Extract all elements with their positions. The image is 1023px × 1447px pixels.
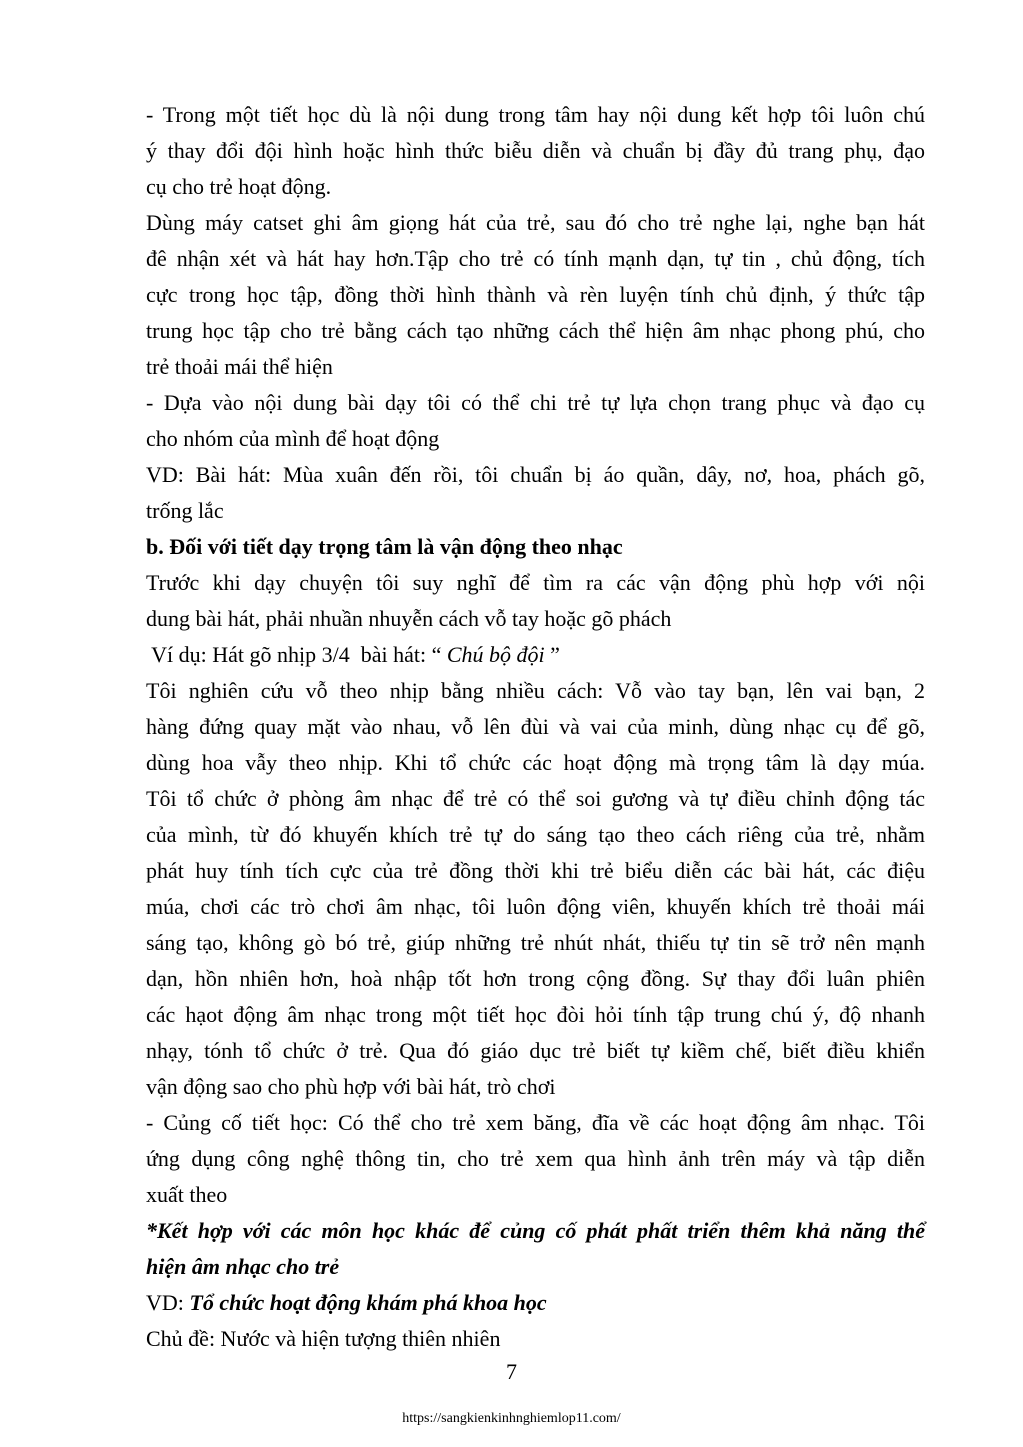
emphasis-heading: *Kết hợp với các môn học khác để củng cố phát phất triển thêm khả năng thể bbox=[146, 1218, 925, 1243]
paragraph-line: đê nhận xét và hát hay hơn.Tập cho trẻ có tính mạnh dạn, tự tin , chủ động, tích bbox=[146, 246, 925, 271]
paragraph-line: trẻ thoải mái thể hiện bbox=[146, 354, 333, 379]
paragraph-line: ý thay đổi đội hình hoặc hình thức biễu diễn và chuẩn bị đầy đủ trang phụ, đạo bbox=[146, 138, 925, 163]
paragraph-line: Tôi nghiên cứu vỗ theo nhịp bằng nhiều cách: Vỗ vào tay bạn, lên vai bạn, 2 bbox=[146, 678, 925, 703]
paragraph-line: Tôi tổ chức ở phòng âm nhạc để trẻ có thể soi gương và tự điều chỉnh động tác bbox=[146, 786, 925, 811]
paragraph-line: - Trong một tiết học dù là nội dung trong tâm hay nội dung kết hợp tôi luôn chú bbox=[146, 102, 925, 127]
paragraph-line: các hạot động âm nhạc trong một tiết học đòi hỏi tính tập trung chú ý, độ nhanh bbox=[146, 1002, 925, 1027]
paragraph-line: Trước khi dạy chuyện tôi suy nghĩ để tìm ra các vận động phù hợp với nội bbox=[146, 570, 925, 595]
song-title: Chú bộ đội bbox=[446, 642, 545, 667]
activity-title: Tổ chức hoạt động khám phá khoa học bbox=[189, 1290, 547, 1315]
paragraph-line: múa, chơi các trò chơi âm nhạc, tôi luôn động viên, khuyến khích trẻ thoải mái bbox=[146, 894, 925, 919]
paragraph-line: cho nhóm của mình để hoạt động bbox=[146, 426, 440, 451]
paragraph-line: phát huy tính tích cực của trẻ đồng thời khi trẻ biểu diễn các bài hát, các điệu bbox=[146, 858, 925, 883]
paragraph-line: sáng tạo, không gò bó trẻ, giúp những trẻ nhút nhát, thiếu tự tin sẽ trở nên mạnh bbox=[146, 930, 925, 955]
example-prefix: Ví dụ: Hát gõ nhịp 3/4 bài hát: “ bbox=[146, 642, 447, 667]
paragraph-line: trung học tập cho trẻ bằng cách tạo những cách thể hiện âm nhạc phong phú, cho bbox=[146, 318, 925, 343]
paragraph-line: vận động sao cho phù hợp với bài hát, trò chơi bbox=[146, 1074, 556, 1099]
paragraph-line: VD: Bài hát: Mùa xuân đến rồi, tôi chuẩn bị áo quần, dây, nơ, hoa, phách gõ, bbox=[146, 462, 925, 487]
page-number: 7 bbox=[506, 1359, 517, 1384]
paragraph-line: Chủ đề: Nước và hiện tượng thiên nhiên bbox=[146, 1326, 501, 1351]
footer-url: https://sangkienkinhnghiemlop11.com/ bbox=[402, 1411, 621, 1426]
section-heading: b. Đối với tiết dạy trọng tâm là vận động theo nhạc bbox=[146, 534, 623, 559]
example-prefix: VD: bbox=[146, 1290, 190, 1315]
paragraph-line: ứng dụng công nghệ thông tin, cho trẻ xem qua hình ảnh trên máy và tập diễn bbox=[146, 1146, 925, 1171]
example-line bbox=[146, 637, 925, 673]
paragraph-line: Dùng máy catset ghi âm giọng hát của trẻ, sau đó cho trẻ nghe lại, nghe bạn hát bbox=[146, 210, 925, 235]
paragraph-line: dạn, hồn nhiên hơn, hoà nhập tốt hơn trong cộng đồng. Sự thay đổi luân phiên bbox=[146, 966, 925, 991]
paragraph-line: - Dựa vào nội dung bài dạy tôi có thể chi trẻ tự lựa chọn trang phục và đạo cụ bbox=[146, 390, 925, 415]
example-suffix: ” bbox=[544, 642, 560, 667]
paragraph-line: dùng hoa vẫy theo nhịp. Khi tổ chức các hoạt động mà trọng tâm là dạy múa. bbox=[146, 750, 925, 775]
paragraph-line: xuất theo bbox=[146, 1182, 228, 1207]
example-line bbox=[146, 1285, 925, 1321]
paragraph-line: hàng đứng quay mặt vào nhau, vỗ lên đùi và vai của minh, dùng nhạc cụ để gõ, bbox=[146, 714, 925, 739]
paragraph-line: trống lắc bbox=[146, 498, 224, 523]
paragraph-line: của mình, từ đó khuyến khích trẻ tự do sáng tạo theo cách riêng của trẻ, nhằm bbox=[146, 822, 925, 847]
paragraph-line: cụ cho trẻ hoạt động. bbox=[146, 174, 332, 199]
paragraph-line: - Củng cố tiết học: Có thể cho trẻ xem băng, đĩa về các hoạt động âm nhạc. Tôi bbox=[146, 1110, 925, 1135]
paragraph-line: nhạy, tónh tổ chức ở trẻ. Qua đó giáo dục trẻ biết tự kiềm chế, biết điều khiển bbox=[146, 1038, 925, 1063]
paragraph-line: dung bài hát, phải nhuần nhuyễn cách vỗ tay hoặc gõ phách bbox=[146, 606, 672, 631]
emphasis-heading: hiện âm nhạc cho trẻ bbox=[146, 1254, 340, 1279]
paragraph-line: cực trong học tập, đồng thời hình thành và rèn luyện tính chủ định, ý thức tập bbox=[146, 282, 925, 307]
